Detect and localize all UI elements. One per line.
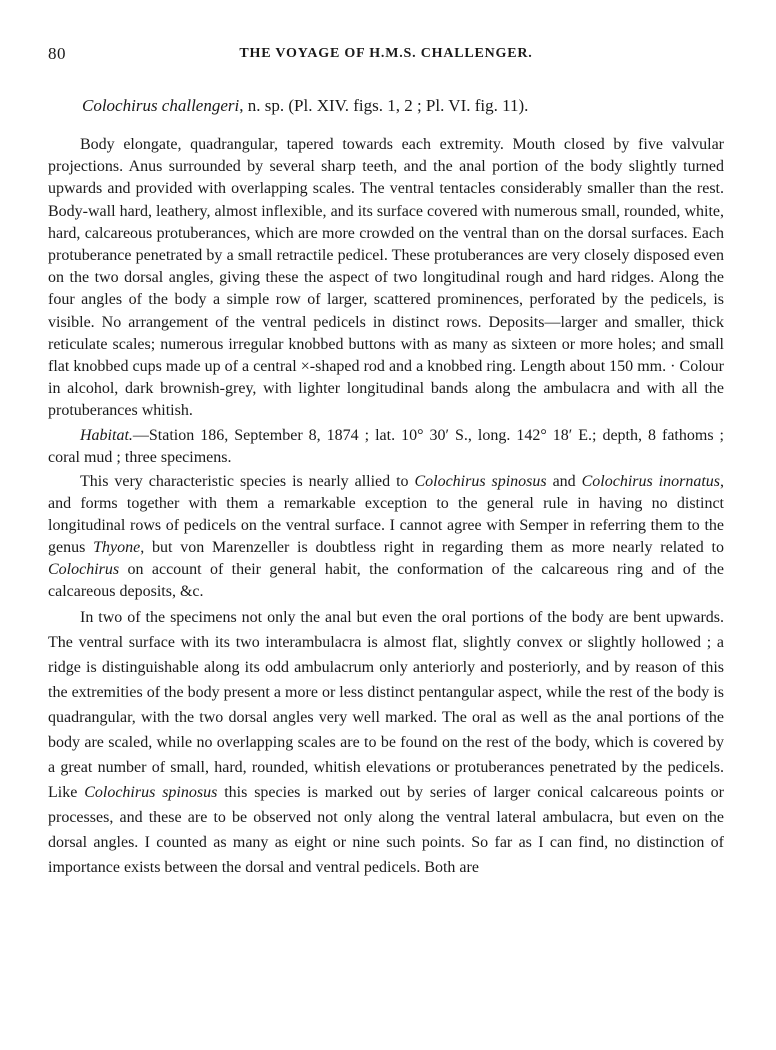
running-title: THE VOYAGE OF H.M.S. CHALLENGER. xyxy=(239,46,533,61)
page-number: 80 xyxy=(48,44,66,63)
affinity-paragraph xyxy=(48,471,724,603)
text-run: This very characteristic species is nearly allied to xyxy=(80,472,415,490)
taxon-name: Colochirus spinosus xyxy=(414,472,547,490)
habitat-paragraph xyxy=(48,425,724,469)
taxon-name: Colochirus spinosus xyxy=(84,783,218,801)
taxon-name: Thyone xyxy=(93,538,141,556)
description-paragraph: Body elongate, quadrangular, tapered towards each extremity. Mouth closed by five valvular projections. Anus surrounded by several sharp teeth, and the anal portion of the body slightly turned upwards and provided with overlapping scales. The ventral tentacles considerably smaller than the rest. Body-wall hard, leathery, almost inflexible, and its surface covered with numerous small, rounded, white, hard, calcareous protuberances, which are more crowded on the ventral than on the dorsal surfaces. Each protuberance penetrated by a small retractile pedicel. These protuberances are very closely disposed even on the two dorsal angles, giving these the aspect of two longitudinal rough and hard ridges. Along the four angles of the body a simple row of larger, scattered prominences, perforated by the pedicels, is visible. No arrangement of the ventral pedicels in distinct rows. Deposits—larger and smaller, thick reticulate scales; numerous irregular knobbed buttons with as many as sixteen or more holes; and small flat knobbed cups made up of a central ×-shaped rod and a knobbed ring. Length about 150 mm. · Colour in alcohol, dark brownish-grey, with lighter longitudinal bands along the ambulacra and with all the protuberances whitish. xyxy=(48,136,724,420)
text-run: on account of their general habit, the conformation of the calcareous ring and of the calcareous deposits, &c. xyxy=(48,560,724,600)
habitat-text: —Station 186, September 8, 1874 ; lat. 10° 30′ S., long. 142° 18′ E.; depth, 8 fathoms ; coral mud ; three specimens. xyxy=(48,426,724,466)
page-header xyxy=(48,44,724,66)
species-heading-rest: , n. sp. (Pl. XIV. figs. 1, 2 ; Pl. VI. fig. 11). xyxy=(239,96,529,115)
specimens-paragraph xyxy=(48,605,724,880)
body-text xyxy=(48,134,724,880)
text-run: , and forms together with them a remarkable exception to the general rule in having no distinct longitudinal rows of pedicels on the ventral surface. I cannot agree with Semper in referring them to the genus xyxy=(48,472,725,556)
text-run: , but von Marenzeller is doubtless right in regarding them as more nearly related to xyxy=(140,538,725,556)
text-run: this species is marked out by series of larger conical calcareous points or processes, and these are to be observed not only along the ventral lateral ambulacra, but even on the dorsal angles. I counted as many as eight or nine such points. So far as I can find, no distinction of importance exists between the dorsal and ventral pedicels. Both are xyxy=(48,783,724,876)
taxon-name: Colochirus xyxy=(48,560,120,578)
species-heading xyxy=(82,96,528,116)
text-run: and xyxy=(546,472,582,490)
habitat-label: Habitat. xyxy=(80,426,133,444)
taxon-name: Colochirus inornatus xyxy=(581,472,721,490)
species-name: Colochirus challengeri xyxy=(82,96,240,115)
text-run: In two of the specimens not only the anal but even the oral portions of the body are bent upwards. The ventral surface with its two interambulacra is almost flat, slightly convex or slightly hollowed ; a ridge is distinguishable along its odd ambulacrum only anteriorly and posteriorly, and by reason of this the extremities of the body present a more or less distinct pentangular aspect, while the rest of the body is quadrangular, with the two dorsal angles very well marked. The oral as well as the anal portions of the body are scaled, while no overlapping scales are to be found on the rest of the body, which is covered by a great number of small, hard, rounded, whitish elevations or protuberances penetrated by the pedicels. Like xyxy=(48,608,724,801)
